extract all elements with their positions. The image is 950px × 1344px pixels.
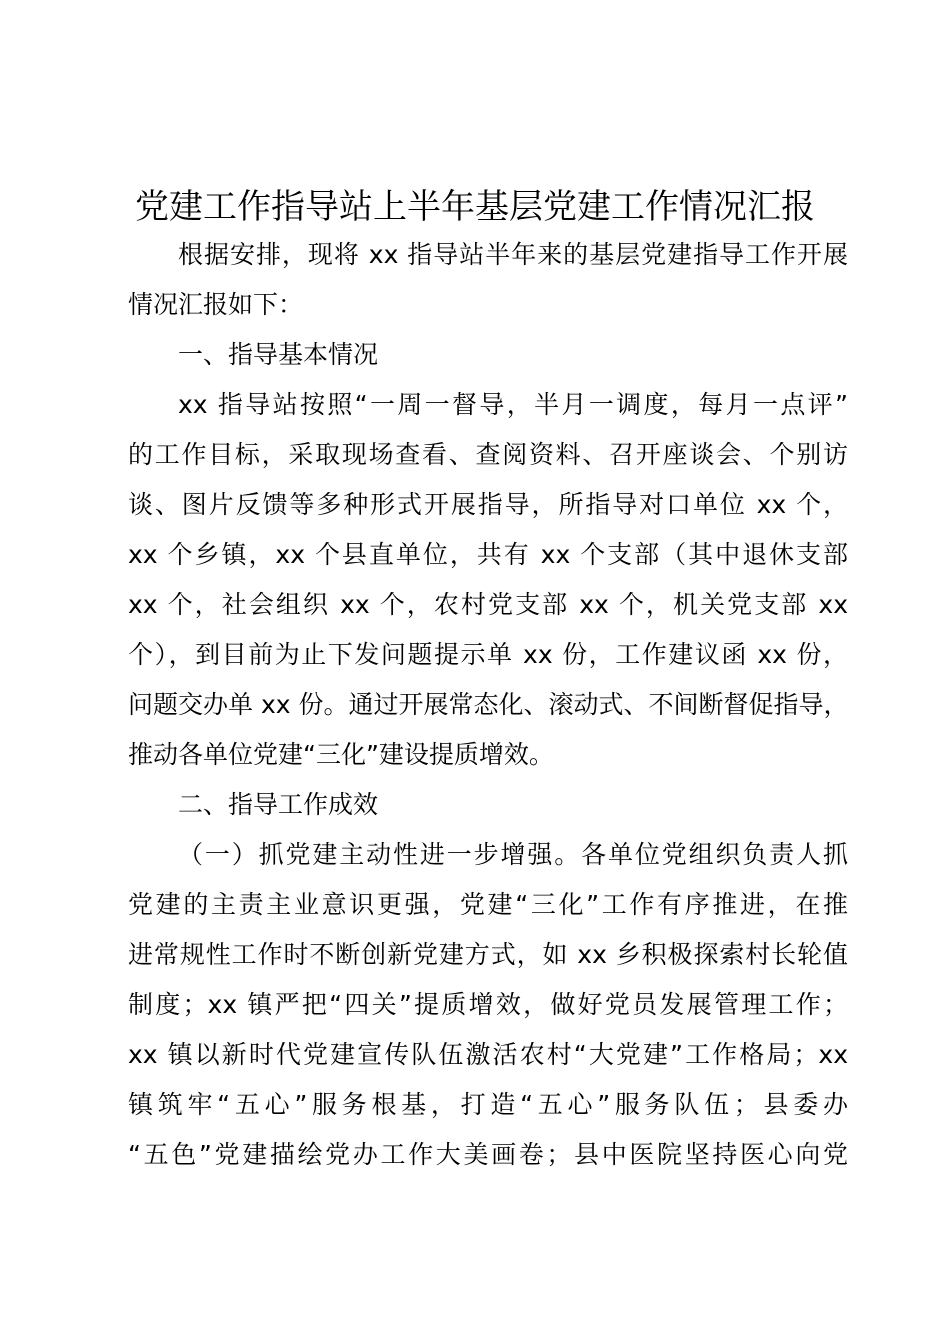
section-heading: 一、指导基本情况	[178, 340, 379, 369]
paragraph-line: xx 镇以新时代党建宣传队伍激活农村“大党建”工作格局；xx	[128, 1040, 848, 1069]
paragraph-line: 党建的主责主业意识更强，党建“三化”工作有序推进，在推	[128, 890, 848, 919]
paragraph-line: 进常规性工作时不断创新党建方式，如 xx 乡积极探索村长轮值	[128, 940, 848, 969]
document-title: 党建工作指导站上半年基层党建工作情况汇报	[135, 187, 815, 227]
paragraph-line: xx 个乡镇，xx 个县直单位，共有 xx 个支部（其中退休支部	[128, 540, 848, 569]
paragraph-line: 镇筑牢“五心”服务根基，打造“五心”服务队伍；县委办	[128, 1090, 848, 1119]
paragraph-line: xx 指导站按照“一周一督导，半月一调度，每月一点评”	[178, 390, 848, 419]
paragraph-line: 个），到目前为止下发问题提示单 xx 份，工作建议函 xx 份，	[128, 640, 848, 669]
paragraph-line: 谈、图片反馈等多种形式开展指导，所指导对口单位 xx 个，	[128, 490, 848, 519]
paragraph-line: （一）抓党建主动性进一步增强。各单位党组织负责人抓	[178, 840, 848, 869]
paragraph-line: 情况汇报如下：	[128, 290, 304, 319]
paragraph-line: 推动各单位党建“三化”建设提质增效。	[128, 740, 554, 769]
paragraph-line: xx 个，社会组织 xx 个，农村党支部 xx 个，机关党支部 xx	[128, 590, 848, 619]
paragraph-line: 问题交办单 xx 份。通过开展常态化、滚动式、不间断督促指导，	[128, 690, 848, 719]
section-heading: 二、指导工作成效	[178, 790, 379, 819]
paragraph-line: 根据安排，现将 xx 指导站半年来的基层党建指导工作开展	[178, 240, 848, 269]
paragraph-line: 的工作目标，采取现场查看、查阅资料、召开座谈会、个别访	[128, 440, 848, 469]
paragraph-line: 制度；xx 镇严把“四关”提质增效，做好党员发展管理工作；	[128, 990, 848, 1019]
paragraph-line: “五色”党建描绘党办工作大美画卷；县中医院坚持医心向党	[128, 1140, 848, 1169]
